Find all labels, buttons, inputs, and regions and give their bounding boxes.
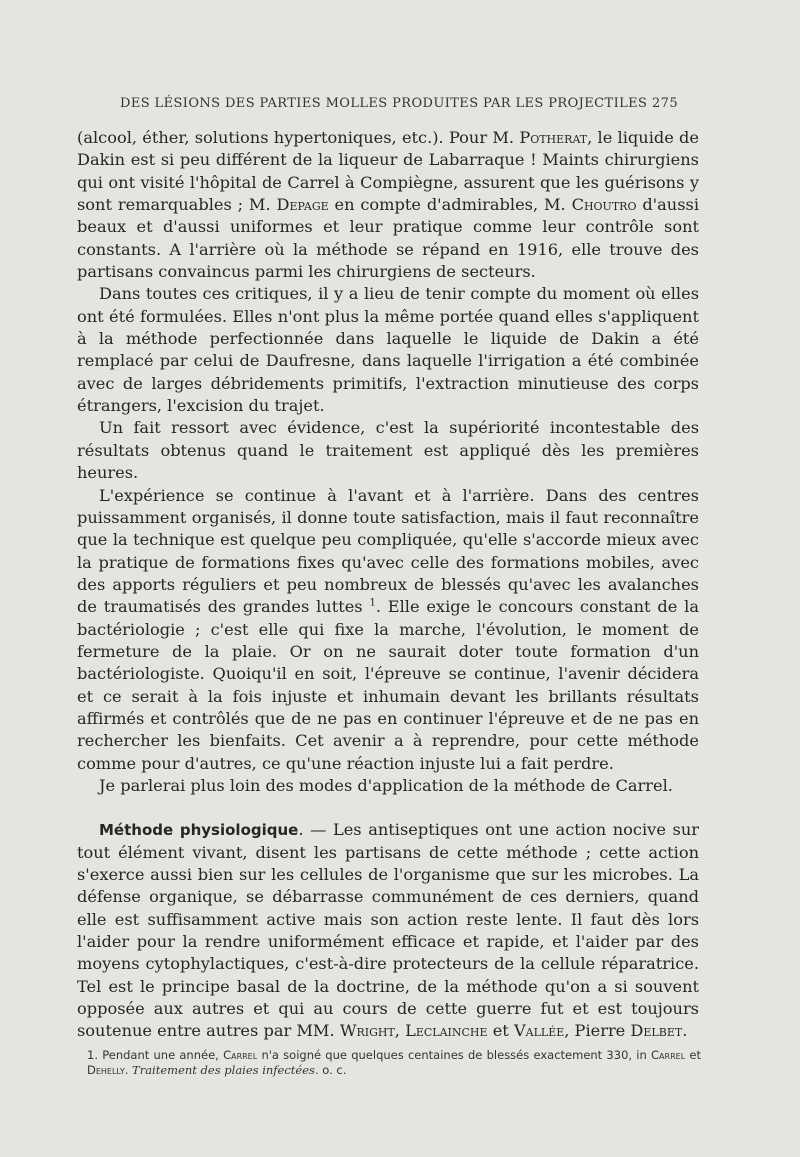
paragraph-2: Dans toutes ces critiques, il y a lieu de tenir compte du moment où elles ont été formulées. Elles n'ont plus la même portée quand elles s'appliquent à la méthode perfectionnée dans laquelle le liquide de Dakin a été remplacé par celui de Daufresne, dans laquelle l'irrigation a été combinée avec de larges débridements primitifs, l'extraction minutieuse des corps étrangers, l'excision du trajet. [77, 284, 699, 416]
author-name: Carrel [223, 1048, 258, 1062]
author-name: Vallée [513, 1021, 565, 1041]
text-run: et [487, 1021, 514, 1041]
paragraph-6 [77, 819, 699, 1042]
author-name: Dehelly [87, 1063, 125, 1077]
author-name: Carrel [651, 1048, 686, 1062]
text-run: et [685, 1048, 701, 1062]
text-run: , Pierre [564, 1021, 631, 1041]
text-run: Pendant une année, [102, 1048, 224, 1062]
author-name: Depage [276, 195, 329, 215]
text-run: . — Les antiseptiques ont une action nocive sur tout élément vivant, disent les partisans de cette méthode ; cette action s'exerce aussi bien sur les cellules de l'organisme que sur les microbes. La défense organique, se débarrasse communément de ces derniers, quand elle est suffisamment active mais son action reste lente. Il faut dès lors l'aider pour la rendre uniformément efficace et rapide, et l'aider par des moyens cytophylactiques, c'est-à-dire protecteurs de la cellule réparatrice. Tel est le principe basal de la doctrine, de la méthode qu'on a si souvent opposée aux autres et qui au cours de cette guerre fut et est toujours soutenue entre autres par MM. [77, 820, 699, 1041]
text-run: , le liquide de Dakin est si peu différent de la liqueur de Labarraque ! Maints chirurgiens qui ont visité l'hôpital de Carrel à Compiègne, assurent que les guérisons y sont remarquables ; M. [77, 128, 699, 215]
footnote [87, 1048, 701, 1078]
author-name: Choutro [571, 195, 637, 215]
running-header [120, 96, 678, 111]
running-title: DES LÉSIONS DES PARTIES MOLLES PRODUITES PAR LES PROJECTILES [120, 96, 648, 111]
footnote-ref: 1 [369, 597, 376, 609]
text-run: (alcool, éther, solutions hypertoniques, etc.). Pour M. [77, 128, 520, 147]
paragraph-4 [77, 485, 699, 775]
text-run: L'expérience se continue à l'avant et à l'arrière. Dans des centres puissamment organisés, il donne toute satisfaction, mais il faut reconnaître que la technique est quelque peu compliquée, qu'elle s'accorde mieux avec la pratique de formations fixes qu'avec celle des formations mobiles, avec des apports réguliers et peu nombreux de blessés qu'avec les avalanches de traumatisés des grandes luttes [77, 485, 699, 617]
text-run: en compte d'admirables, M. [328, 195, 572, 215]
section-heading: Méthode physiologique [99, 821, 299, 840]
author-name: Delbet [630, 1021, 683, 1041]
paragraph-1 [77, 127, 699, 283]
author-name: Potherat [519, 128, 588, 147]
cited-title: Traitement des plaies infectées [132, 1063, 315, 1077]
page-number: 275 [651, 96, 678, 111]
paragraph-5: Je parlerai plus loin des modes d'application de la méthode de Carrel. [99, 775, 673, 795]
author-name: Leclainche [405, 1021, 488, 1041]
body-text [77, 127, 699, 1043]
text-run: . Elle exige le concours constant de la bactériologie ; c'est elle qui fixe la marche, l'évolution, le moment de fermeture de la plaie. Or on ne saurait doter toute formation d'un bactériologiste. Quoiqu'il en soit, l'épreuve se continue, l'avenir décidera et ce serait à la fois injuste et inhumain devant les brillants résultats affirmés et contrôlés que de ne pas en continuer l'épreuve et de ne pas en rechercher les bienfaits. Cet avenir a à reprendre, pour cette méthode comme pour d'autres, ce qu'une réaction injuste lui a fait perdre. [77, 597, 699, 773]
text-run: . o. c. [314, 1063, 347, 1077]
text-run: , [394, 1021, 406, 1041]
text-run: n'a soigné que quelques centaines de blessés exactement 330, in [257, 1048, 652, 1062]
text-run: . [124, 1063, 133, 1077]
paragraph-3: Un fait ressort avec évidence, c'est la supériorité incontestable des résultats obtenus quand le traitement est appliqué dès les premières heures. [77, 418, 699, 483]
footnote-number: 1. [87, 1048, 103, 1062]
author-name: Wright [339, 1021, 395, 1041]
text-run: . [682, 1021, 688, 1041]
text-run: d'aussi beaux et d'aussi uniformes et leur pratique comme leur contrôle sont constants. A l'arrière où la méthode se répand en 1916, elle trouve des partisans convaincus parmi les chirurgiens de secteurs. [77, 195, 699, 282]
